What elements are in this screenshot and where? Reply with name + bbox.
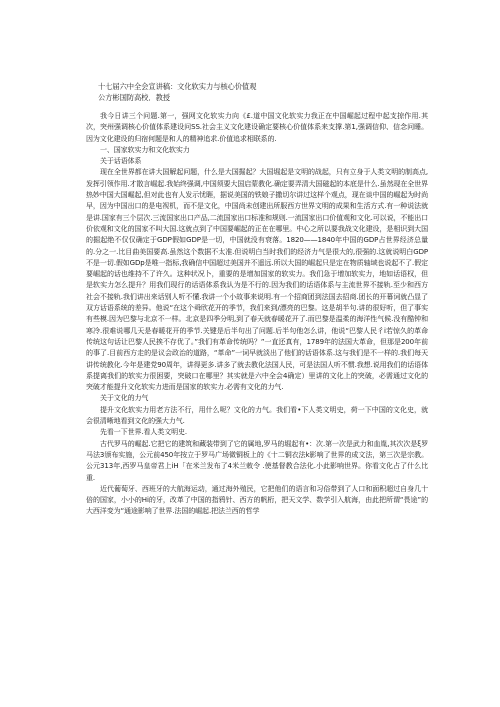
paragraph-list: [86, 111, 428, 518]
body-paragraph: 近代葡萄牙、西班牙的大航海运动，通过海外殖民，它把他们的语言和习俗带到了人口和面积超过自身几十倍的国家，小小的Hi的牙，改革了中国的指鸦针、西方的帆桁，把天文学、数学引入航海，由此把所谓“畏途”的大西洋变为“通途影响了世界.法国的崛起.把法兰西的哲学: [86, 484, 428, 516]
section-heading: 一、国家软实力和文化软实力: [100, 145, 190, 154]
body-paragraph: 古代罗马的崛起.它把它的建筑和藏装带到了它的属地,罗马的堀起有•：次.第一次是武力和血胤,其次次是ξ罗马法3颁布实施，公元前450年按立于罗马广场微铜板上的《十二铜衣法k影响了世界的成文法，第三次是宗教。公元313年,西罗马皇帝君上iH「在米兰发布了4米兰敕令 .使基督教合法化.小此影响世界。你看文化占了什么比重.: [86, 439, 428, 482]
document-author: 公方彬国防高校．教授: [98, 93, 170, 102]
body-paragraph: 现在全世界都在讲大国解起问题，什么是大国掘起？大国堀起是文明的战起，只有立身于人类文明的制高点,发挥引领作用.才散言崛起.我始终强调,中国须要大国启蒙教化.确定要弄清大国磁起的本底是什么.虽然现在全世界热妙中国大国崛起,但对此也有人发示忧睚，据说美国的铁娘子撒切尔讲过这样个观点，现在谈中国的崛起为时尚早，因为中国出口的是电视机，而不是文化，中国尚未创建出所服西方世界文明的成果和生活方式.有一种说法就是讲.国家有三个层次.三流国家出口产品,二流国家出口标准和规则.一流国家出口价值观和文化.可以说，不能出口价依观和文化的国家不叫大国.这就点到了中国要崛起的正在在哪里。中心之所以要我战文化建设，是相识到大国的掘起绝不仅仅确定于GDP假如GDP是一切，中国就没有衰落。1820——1840年中国的GDP占世界经济总量的.分之一.比目曲美国要高.虽然这个数据不太准.但说明白当时我们的经济力气是很大的,很强的.这就说明白GDP不是一切.假如GDp是唯一指标,我确信中国超过美国并不遥远.所以大国的崛起只是定在物质轴域也说起不了.假定要崛起的话也维持不了许久。这种状况卜，重要的是增加国家的软实力。我们急于增加软实力，地如话语权，但是软实力怎么提升？用我们现行的话语体系我认为是不行的.因为我们的话语体系与主流世界不接轨.至少和西方社会不接轨.我们讲出来话别人听不懂.我讲一个小故事来说明.有一个招商团到法国去招商.团长的开幕词就凸显了双方话语系统的差异。他说“在这个舜欣花开的季节，我们来到/漂亮的巴黎。这是胡半句.讲的很好听，但了事实有些模.因为巴黎与北京不一样。北京是四季分明,到了春天就春暖花开了.而巴黎是温柔的海洋性气候.没有酷钟和寒冷.很难说哪几天是春暖花开的季节.关键是后半句出了问题.后半句他怎么讲，他说“巴黎人民彳i若惊久的革命传统这句话让巴黎人民挨不存优了。”我们有革命传统吗？”一直还真有，1789年的法国大革命，但那是200年前的事了.目前西方走的是议会政治的道路，“革命”一词早就淡出了他们的话语体系.这与我们是不一样的.我们每天讲传统教化.今年是建党90周年，讲得更多.讲多了就去教化法国人民，可是法国人听不惯.我想.说用我们的话语体系提离我们的软实力很困要，突破口在哪里？其实就是六中全会4确定）里讲的文化上的突破，必需通过文化的突破才能提升文化软实力进而是国家的软实力.必需有文化的力气.: [86, 168, 428, 392]
section-heading: 关于话语体系: [100, 157, 142, 166]
document-body: [86, 81, 428, 518]
body-paragraph: 提升文化软实力用老方法不行，用什么呢？文化的力气。我们看•下人类文明史，荷一下中国的文化史，就会很清晰地看到文化的强大力气.: [86, 405, 428, 426]
body-paragraph: 我今日讲三个问题.第一，强网文化软实力向《£.道中国文化软实力我正在中国崛起过程中起支掠作用.其次，突州强调核心价值体系建设问SS.社会主义文化建设确定要核心价值体系来支撑.第1,强调信仰、信念问睡。因为文化建设的归宿何题是和人的精神追求.价值追求相联系的.: [86, 112, 428, 143]
document-title: 十七届六中全会宣讲稿：文化软实力与核心价值观: [98, 82, 257, 91]
section-heading: 先看一下世界.看人类文明史.: [100, 428, 188, 437]
section-heading: 关于文化的力气: [100, 394, 149, 403]
